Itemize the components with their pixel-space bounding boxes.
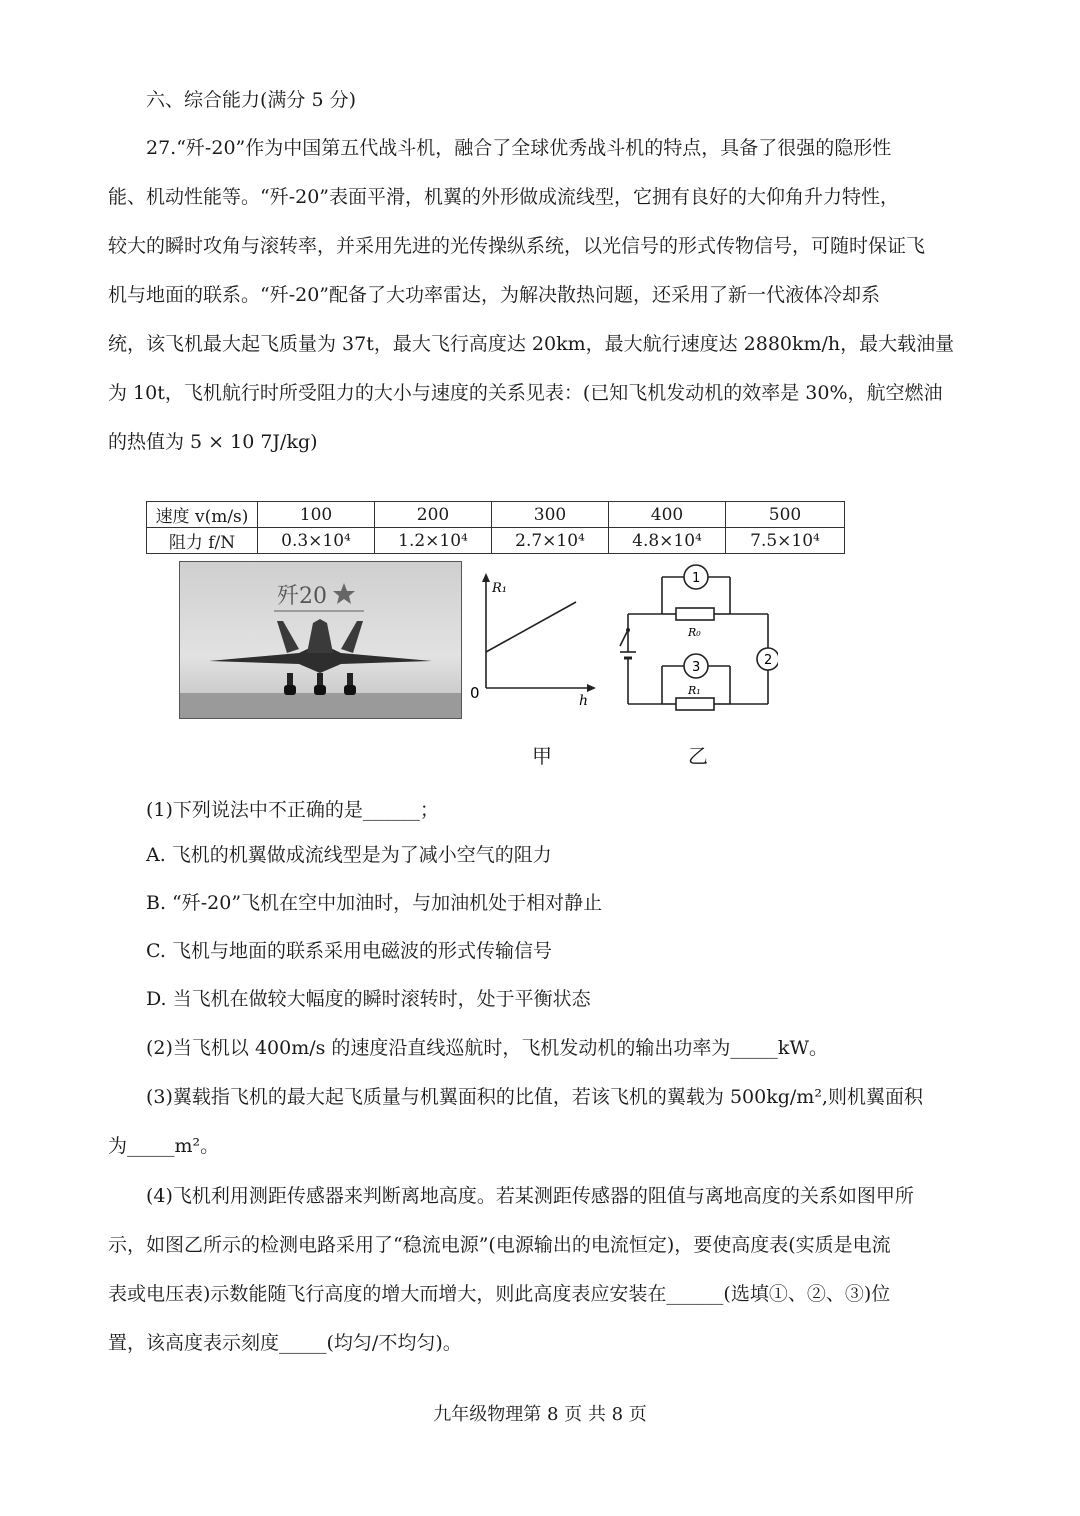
resistor-r1-label: R₁ [688, 684, 701, 697]
question-line: 27.“歼-20”作为中国第五代战斗机，融合了全球优秀战斗机的特点，具备了很强的隐形性 [146, 137, 892, 159]
table-row [147, 528, 845, 554]
graph-line [486, 602, 576, 652]
question-line: 的热值为 5 × 10 7J/kg) [108, 431, 318, 453]
table-cell: 7.5×10⁴ [726, 528, 845, 554]
option-a: A. 飞机的机翼做成流线型是为了减小空气的阻力 [146, 844, 552, 866]
page-footer: 九年级物理第 8 页 共 8 页 [433, 1404, 647, 1425]
sub-question-4-line: 示，如图乙所示的检测电路采用了“稳流电源”(电源输出的电流恒定)，要使高度表(实质是电流 [108, 1234, 891, 1256]
figure-label-yi: 乙 [688, 744, 708, 768]
table-cell: 2.7×10⁴ [492, 528, 609, 554]
table-cell: 1.2×10⁴ [375, 528, 492, 554]
sub-question-2: (2)当飞机以 400m/s 的速度沿直线巡航时，飞机发动机的输出功率为_____kW。 [146, 1037, 828, 1059]
question-line: 统，该飞机最大起飞质量为 37t，最大飞行高度达 20km，最大航行速度达 2880km/h，最大载油量 [108, 333, 955, 355]
j20-photo [179, 561, 462, 719]
table-cell: 500 [726, 502, 845, 528]
sub-question-4-line: 表或电压表)示数能随飞行高度的增大而增大，则此高度表应安装在______(选填①、②、③)位 [108, 1283, 891, 1305]
option-d: D. 当飞机在做较大幅度的瞬时滚转时，处于平衡状态 [146, 988, 591, 1010]
graph-origin: 0 [470, 684, 480, 702]
table-row [147, 502, 845, 528]
table-header-cell: 阻力 f/N [147, 528, 258, 554]
table-cell: 0.3×10⁴ [258, 528, 375, 554]
figure-label-jia: 甲 [532, 744, 552, 768]
x-axis-arrow [587, 684, 596, 692]
r1-height-graph [464, 570, 599, 705]
meter-3: 3 [692, 660, 701, 675]
question-line: 较大的瞬时攻角与滚转率，并采用先进的光传操纵系统，以光信号的形式传物信号，可随时保证飞 [108, 235, 926, 257]
table-cell: 4.8×10⁴ [609, 528, 726, 554]
detection-circuit [618, 562, 778, 714]
section-title: 六、综合能力(满分 5 分) [146, 89, 356, 111]
graph-y-label: R₁ [492, 581, 507, 596]
speed-drag-table [146, 501, 845, 554]
question-line: 机与地面的联系。“歼-20”配备了大功率雷达，为解决散热问题，还采用了新一代液体冷却系 [108, 284, 881, 306]
switch [620, 630, 628, 646]
photo-logo-text: 歼20 [277, 584, 327, 609]
question-line: 为 10t，飞机航行时所受阻力的大小与速度的关系见表：(已知飞机发动机的效率是 30%，航空燃油 [108, 382, 943, 404]
meter-1: 1 [692, 571, 701, 586]
graph-x-label: h [579, 693, 589, 705]
sub-question-1: (1)下列说法中不正确的是______； [146, 799, 439, 821]
option-b: B. “歼-20”飞机在空中加油时，与加油机处于相对静止 [146, 892, 603, 914]
table-cell: 100 [258, 502, 375, 528]
resistor-r0-label: R₀ [688, 626, 701, 639]
option-c: C. 飞机与地面的联系采用电磁波的形式传输信号 [146, 940, 552, 962]
table-header-cell: 速度 v(m/s) [147, 502, 258, 528]
table-cell: 400 [609, 502, 726, 528]
sub-question-4-line: (4)飞机利用测距传感器来判断离地高度。若某测距传感器的阻值与离地高度的关系如图甲所 [146, 1185, 914, 1207]
meter-2: 2 [764, 653, 773, 668]
sub-question-3-line: (3)翼载指飞机的最大起飞质量与机翼面积的比值，若该飞机的翼载为 500kg/m²,则机翼面积 [146, 1086, 923, 1108]
question-line: 能、机动性能等。“歼-20”表面平滑，机翼的外形做成流线型，它拥有良好的大仰角升力特性， [108, 186, 900, 208]
table-cell: 300 [492, 502, 609, 528]
table-cell: 200 [375, 502, 492, 528]
y-axis-arrow [482, 573, 490, 582]
sub-question-4-line: 置，该高度表示刻度_____(均匀/不均匀)。 [108, 1332, 462, 1354]
sub-question-3-line: 为_____m²。 [108, 1135, 220, 1157]
